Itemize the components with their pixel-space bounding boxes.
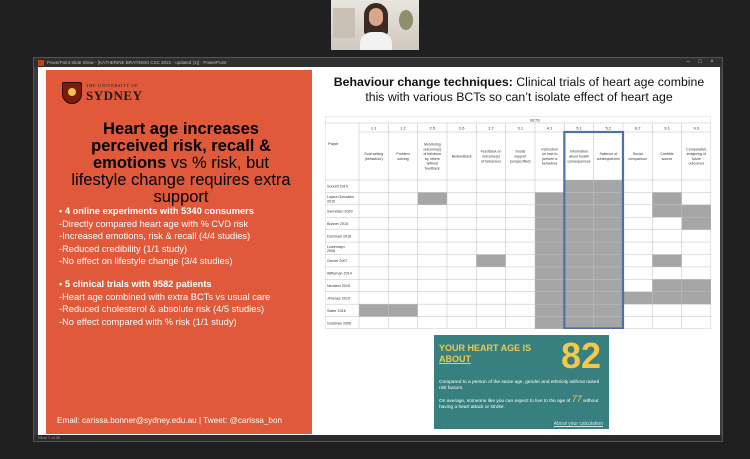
shaded-cell	[682, 217, 711, 229]
bct-name: Credible source	[660, 152, 674, 161]
shaded-cell	[594, 267, 623, 279]
shaded-cell	[652, 292, 681, 304]
paper-name: Lopez-Gonzalez 2015	[327, 195, 354, 204]
bct-table-grid	[325, 116, 711, 329]
shaded-cell	[535, 230, 564, 242]
shaded-cell	[535, 279, 564, 291]
paper-name: Jimenez 2019	[327, 296, 350, 301]
shaded-cell	[418, 192, 447, 204]
summary-panel	[46, 70, 312, 434]
window-titlebar	[34, 58, 722, 67]
shaded-cell	[564, 267, 593, 279]
shaded-cell	[594, 205, 623, 217]
bct-code: 1.2	[400, 125, 406, 131]
life-age-value: 77	[571, 394, 582, 404]
slide-status: Slide 7 of 30	[34, 435, 722, 441]
heart-age-expectancy: On average, someone like you can expect to live to the age of 77 without having a heart attack or stroke.	[439, 394, 599, 410]
shaded-cell	[564, 192, 593, 204]
section1-item: -No effect on lifestyle change (3/4 studies)	[59, 256, 233, 267]
shaded-cell	[535, 304, 564, 316]
bct-name: Social comparison	[628, 152, 647, 161]
bcts-header: BCTs	[530, 117, 540, 123]
paper-name: Neuland 2019	[327, 284, 350, 289]
bct-code: 5.2	[605, 125, 612, 131]
bct-name: Monitoring outcome(s) of behavior by others without feedback	[423, 142, 442, 171]
paper-name: Lowenstyn 2008	[327, 244, 345, 254]
webcam-video-tile	[331, 0, 419, 50]
window-title: PowerPoint Slide Show - [KATHERINE BRATINSKI CSC 2021 - updated (1)] - PowerPoint	[47, 60, 227, 65]
paper-name: Damman 2018	[327, 234, 352, 239]
bct-name: Problem solving	[396, 152, 410, 161]
shaded-cell	[535, 205, 564, 217]
shaded-cell	[564, 255, 593, 267]
shaded-cell	[594, 180, 623, 192]
shaded-cell	[535, 255, 564, 267]
powerpoint-icon	[38, 60, 44, 66]
slide[interactable]	[38, 67, 720, 437]
shaded-cell	[476, 255, 505, 267]
speaker-face	[369, 8, 383, 26]
crest-icon	[62, 82, 82, 104]
shaded-cell	[564, 180, 593, 192]
maximize-icon[interactable]: □	[698, 59, 702, 65]
shaded-cell	[535, 267, 564, 279]
shaded-cell	[652, 192, 681, 204]
paper-name: Svendsen 2020	[327, 209, 353, 214]
background-shelf	[333, 8, 355, 38]
bct-code: 6.2	[634, 125, 641, 131]
shaded-cell	[535, 192, 564, 204]
paper-name: Bonner 2015	[327, 221, 349, 226]
logo-small-text: THE UNIVERSITY OF	[86, 83, 139, 89]
right-title-bold: Behaviour change techniques:	[333, 75, 513, 89]
section1-item: -Increased emotions, risk & recall (4/4 studies)	[59, 231, 251, 242]
shaded-cell	[594, 292, 623, 304]
shaded-cell	[564, 304, 593, 316]
headline-bold: Heart age increases perceived risk, recall & emotions	[91, 120, 271, 172]
shaded-cell	[594, 317, 623, 329]
bct-code: 9.1	[664, 125, 670, 131]
shaded-cell	[682, 292, 711, 304]
shaded-cell	[564, 205, 593, 217]
paper-header: Paper	[328, 141, 339, 146]
section2-item: -Heart age combined with extra BCTs vs usual care	[59, 291, 271, 302]
shaded-cell	[564, 279, 593, 291]
shaded-cell	[594, 217, 623, 229]
shaded-cell	[594, 242, 623, 254]
shaded-cell	[682, 279, 711, 291]
logo-big-text: SYDNEY	[86, 87, 143, 103]
heart-age-about: ABOUT	[439, 354, 471, 364]
speaker-body	[360, 32, 392, 50]
heart-age-heading: YOUR HEART AGE IS	[439, 343, 532, 353]
section1-title: • 4 online experiments with 5340 consumers	[59, 206, 254, 216]
about-calculation-link[interactable]: About your calculation	[553, 421, 603, 427]
shaded-cell	[359, 304, 388, 316]
bct-name: Information about health consequences	[567, 149, 591, 164]
shaded-cell	[535, 217, 564, 229]
bct-name: Goal setting (behaviour)	[364, 152, 384, 161]
bct-name: Comparative imagining of future outcomes	[686, 147, 707, 166]
shaded-cell	[564, 217, 593, 229]
bct-code: 2.6	[458, 125, 465, 131]
close-icon[interactable]: ×	[710, 59, 714, 65]
shaded-cell	[594, 255, 623, 267]
shaded-cell	[652, 205, 681, 217]
section2-item: -Reduced cholesterol & absolute risk (4/5 studies)	[59, 304, 265, 315]
section2-title: • 5 clinical trials with 9582 patients	[59, 278, 212, 289]
heart-age-comparison: Compared to a person of the same age, gender and ethnicity without raised risk factors.	[439, 380, 600, 391]
right-title	[324, 75, 714, 105]
shaded-cell	[535, 292, 564, 304]
bct-code: 4.1	[546, 125, 553, 131]
bct-name: Salience of consequences	[596, 152, 620, 161]
shaded-cell	[388, 304, 417, 316]
powerpoint-window	[33, 57, 723, 442]
shaded-cell	[535, 242, 564, 254]
section1-item: -Directly compared heart age with % CVD risk	[59, 218, 249, 229]
shaded-cell	[564, 242, 593, 254]
bct-code: 1.1	[370, 125, 377, 131]
shaded-cell	[594, 192, 623, 204]
shaded-cell	[682, 205, 711, 217]
section1-item: -Reduced credibility (1/1 study)	[59, 243, 188, 254]
bct-code: 5.1	[576, 125, 582, 131]
headline-rest: vs % risk, but lifestyle change requires extra support	[71, 154, 291, 206]
bct-name: Instruction on how to perform a behaviour	[541, 147, 558, 166]
paper-name: Witteman 2014	[327, 271, 352, 276]
heart-age-value: 82	[560, 335, 601, 376]
shaded-cell	[652, 255, 681, 267]
paper-name: Soureti 2010	[327, 184, 348, 189]
bct-table	[325, 116, 711, 329]
paper-name: Goldman 2006	[327, 321, 352, 326]
right-title-rest: Clinical trials of heart age combine this with various BCTs so can’t isolate effect of heart age	[365, 75, 705, 104]
shaded-cell	[564, 317, 593, 329]
shaded-cell	[652, 279, 681, 291]
shaded-cell	[594, 279, 623, 291]
shaded-cell	[564, 230, 593, 242]
bct-code: 2.7	[488, 125, 494, 131]
paper-name: Slater 2016	[327, 308, 346, 313]
bct-name: Biofeedback	[451, 154, 472, 159]
slide-headline	[66, 121, 296, 206]
bct-name: Social support (unspecified)	[510, 149, 531, 164]
university-logo	[62, 82, 142, 104]
shaded-cell	[623, 292, 652, 304]
paper-name: Grover 2007	[327, 259, 348, 264]
section2-item: -No effect compared with % risk (1/1 study)	[59, 316, 237, 327]
background-plant	[399, 10, 413, 30]
bct-code: 9.3	[693, 125, 700, 131]
minimize-icon[interactable]: –	[686, 59, 690, 65]
bct-name: Feedback on outcome(s) of behaviour	[480, 149, 502, 164]
bct-code: 2.5	[429, 125, 436, 131]
shaded-cell	[535, 317, 564, 329]
shaded-cell	[594, 304, 623, 316]
shaded-cell	[564, 292, 593, 304]
bct-code: 3.1	[517, 125, 524, 131]
shaded-cell	[594, 230, 623, 242]
findings-list	[59, 205, 309, 328]
heart-age-card	[434, 335, 609, 429]
contact-footer: Email: carissa.bonner@sydney.edu.au | Tweet: @carissa_bon	[57, 416, 283, 425]
